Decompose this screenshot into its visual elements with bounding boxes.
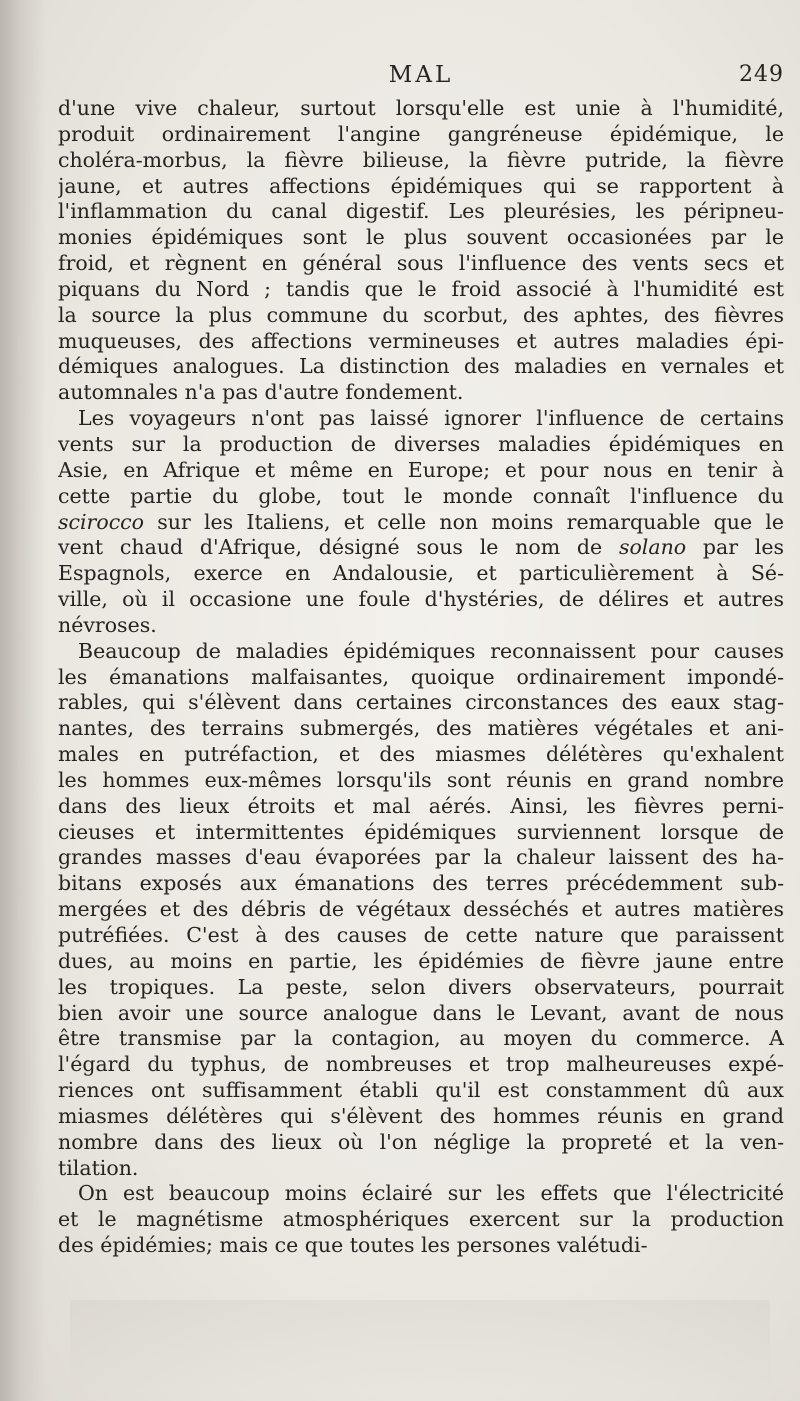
text-line: choléra-morbus, la fièvre bilieuse, la fièvre putride, la fièvre <box>58 147 784 172</box>
text-line: les tropiques. La peste, selon divers observateurs, pourrait <box>58 974 784 999</box>
text-line: miasmes délétères qui s'élèvent des hommes réunis en grand <box>58 1103 784 1128</box>
text-line: nombre dans des lieux où l'on néglige la propreté et la ven- <box>58 1129 784 1154</box>
text-line <box>58 535 784 561</box>
italic-term: solano <box>618 535 687 560</box>
text-line: nantes, des terrains submergés, des matières végétales et ani- <box>58 716 784 741</box>
text-line: On est beaucoup moins éclairé sur les effets que l'électricité <box>78 1181 784 1206</box>
text-line: des épidémies; mais ce que toutes les persones valétudi- <box>58 1233 648 1258</box>
text-line: dans des lieux étroits et mal aérés. Ainsi, les fièvres perni- <box>58 793 784 818</box>
text-line: l'égard du typhus, de nombreuses et trop malheureuses expé- <box>58 1052 784 1077</box>
text-line: démiques analogues. La distinction des maladies en vernales et <box>58 354 784 379</box>
text-line: dues, au moins en partie, les épidémies de fièvre jaune entre <box>58 948 784 973</box>
text-segment: vent chaud d'Afrique, désigné sous le nom de <box>58 535 619 560</box>
text-line: froid, et règnent en général sous l'influence des vents secs et <box>58 251 784 276</box>
text-segment: sur les Italiens, et celle non moins remarquable que le <box>144 509 784 534</box>
paragraph <box>58 1181 784 1259</box>
text-line: névroses. <box>58 612 157 637</box>
text-line: automnales n'a pas d'autre fondement. <box>58 380 464 405</box>
text-line: males en putréfaction, et des miasmes délétères qu'exhalent <box>58 742 784 767</box>
text-line: ville, où il occasione une foule d'hystéries, de délires et autres <box>58 587 784 612</box>
text-line: la source la plus commune du scorbut, des aphtes, des fièvres <box>58 302 784 327</box>
text-line: rables, qui s'élèvent dans certaines circonstances des eaux stag- <box>58 690 784 715</box>
text-line: Les voyageurs n'ont pas laissé ignorer l'influence de certains <box>78 406 784 431</box>
text-line: Espagnols, exerce en Andalousie, et particulièrement à Sé- <box>58 561 784 586</box>
text-line: putréfiées. C'est à des causes de cette nature que paraissent <box>58 923 784 947</box>
text-line: bien avoir une source analogue dans le Levant, avant de nous <box>58 1000 784 1025</box>
text-line: grandes masses d'eau évaporées par la chaleur laissent des ha- <box>58 845 784 870</box>
text-line: Asie, en Afrique et même en Europe; et pour nous en tenir à <box>58 457 784 482</box>
text-line: cieuses et intermittentes épidémiques surviennent lorsque de <box>58 819 784 844</box>
text-line: tilation. <box>58 1155 139 1180</box>
text-line: jaune, et autres affections épidémiques qui se rapportent à <box>58 173 784 198</box>
text-line: les émanations malfaisantes, quoique ordinairement impondé- <box>58 664 784 689</box>
binding-gutter-shadow <box>0 0 46 1401</box>
text-line: d'une vive chaleur, surtout lorsqu'elle est unie à l'humidité, <box>58 96 784 120</box>
text-line: mergées et des débris de végétaux desséchés et autres matières <box>58 897 784 922</box>
text-line <box>58 510 784 536</box>
text-line: vents sur la production de diverses maladies épidémiques en <box>58 431 784 456</box>
text-line: piquans du Nord ; tandis que le froid associé à l'humidité est <box>58 276 784 301</box>
text-line: muqueuses, des affections vermineuses et autres maladies épi- <box>58 328 784 353</box>
text-line: être transmise par la contagion, au moyen du commerce. A <box>58 1026 784 1051</box>
page-header <box>58 58 784 92</box>
paragraph <box>58 639 784 1182</box>
page-number: 249 <box>739 62 784 87</box>
paragraph <box>58 406 784 639</box>
text-line: riences ont suffisamment établi qu'il est constamment dû aux <box>58 1078 784 1103</box>
text-line: cette partie du globe, tout le monde connaît l'influence du <box>58 483 784 508</box>
running-head: MAL <box>388 62 454 88</box>
show-through-shadow <box>70 1300 770 1390</box>
text-line: Beaucoup de maladies épidémiques reconnaissent pour causes <box>78 638 784 663</box>
italic-term: scirocco <box>58 509 145 534</box>
text-line: les hommes eux-mêmes lorsqu'ils sont réunis en grand nombre <box>58 767 784 792</box>
text-line: bitans exposés aux émanations des terres précédemment sub- <box>58 871 784 896</box>
text-line: produit ordinairement l'angine gangréneuse épidémique, le <box>58 121 784 146</box>
text-line: monies épidémiques sont le plus souvent occasionées par le <box>58 225 784 250</box>
text-segment: par les <box>686 535 784 560</box>
text-line: l'inflammation du canal digestif. Les pleurésies, les péripneu- <box>58 199 784 224</box>
body-text <box>58 96 784 1259</box>
paragraph <box>58 96 784 406</box>
text-line: et le magnétisme atmosphériques exercent sur la production <box>58 1207 784 1232</box>
